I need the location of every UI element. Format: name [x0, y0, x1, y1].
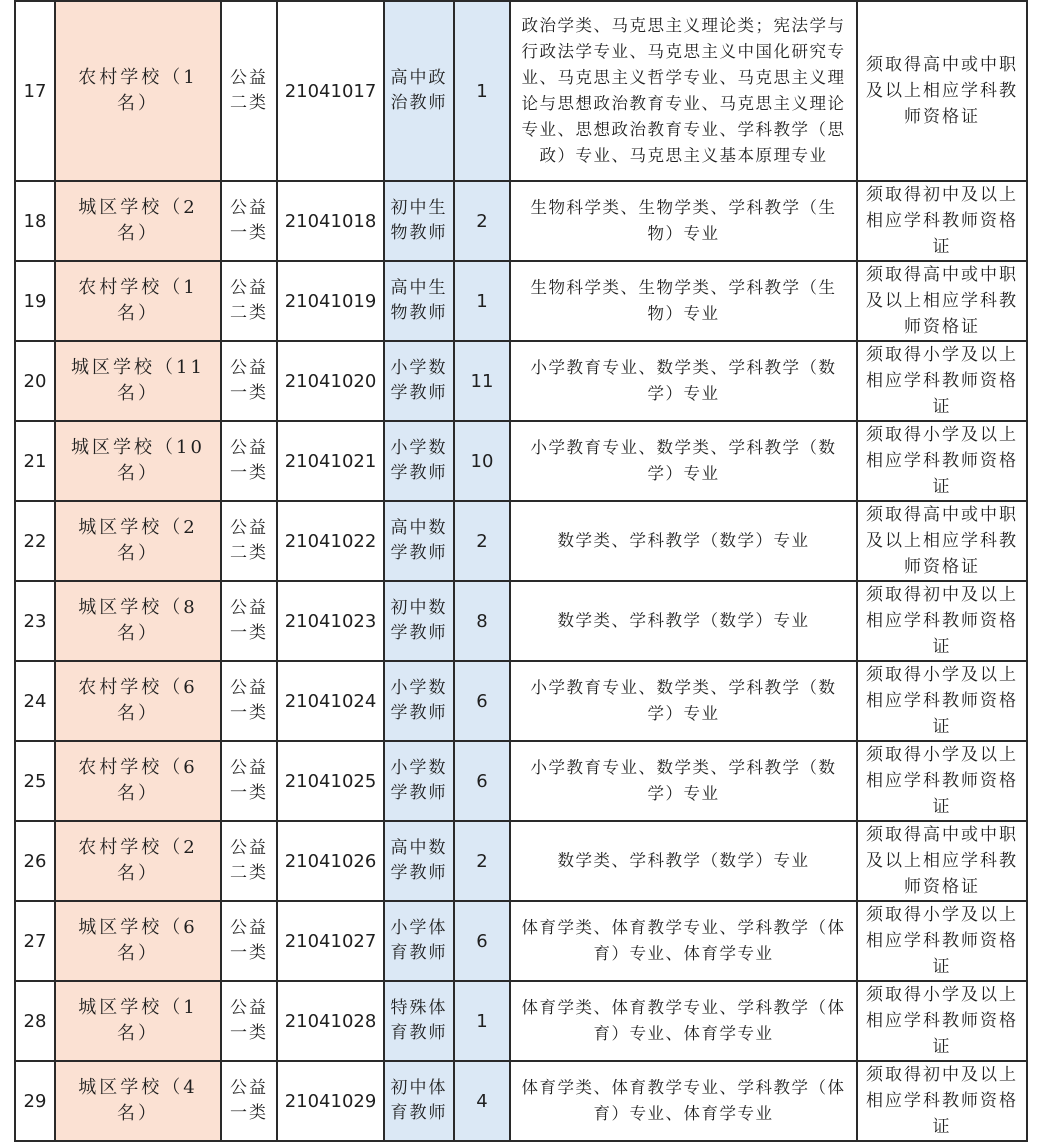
- position-code-cell: 21041018: [277, 181, 384, 261]
- certificate-requirement-cell: 须取得小学及以上相应学科教师资格证: [857, 981, 1027, 1061]
- unit-category-cell: 公益二类: [221, 261, 277, 341]
- row-number-cell: 21: [15, 421, 55, 501]
- position-name-cell: 小学数学教师: [384, 421, 454, 501]
- row-number-cell: 25: [15, 741, 55, 821]
- headcount-cell: 11: [454, 341, 510, 421]
- certificate-requirement-cell: 须取得小学及以上相应学科教师资格证: [857, 661, 1027, 741]
- row-number-cell: 22: [15, 501, 55, 581]
- position-code-cell: 21041029: [277, 1061, 384, 1141]
- headcount-cell: 1: [454, 981, 510, 1061]
- headcount-cell: 10: [454, 421, 510, 501]
- row-number-cell: 24: [15, 661, 55, 741]
- position-name-cell: 高中数学教师: [384, 501, 454, 581]
- position-code-cell: 21041017: [277, 1, 384, 181]
- unit-category-cell: 公益一类: [221, 981, 277, 1061]
- row-number-cell: 18: [15, 181, 55, 261]
- school-cell: 城区学校（4名）: [55, 1061, 221, 1141]
- recruitment-table: [14, 0, 1028, 1142]
- unit-category-cell: 公益一类: [221, 741, 277, 821]
- row-number-cell: 26: [15, 821, 55, 901]
- major-requirement-cell: 数学类、学科教学（数学）专业: [510, 581, 857, 661]
- position-code-cell: 21041019: [277, 261, 384, 341]
- major-requirement-cell: 生物科学类、生物学类、学科教学（生物）专业: [510, 261, 857, 341]
- certificate-requirement-cell: 须取得高中或中职及以上相应学科教师资格证: [857, 501, 1027, 581]
- position-name-cell: 初中体育教师: [384, 1061, 454, 1141]
- school-cell: 城区学校（11名）: [55, 341, 221, 421]
- unit-category-cell: 公益一类: [221, 901, 277, 981]
- headcount-cell: 4: [454, 1061, 510, 1141]
- major-requirement-cell: 小学教育专业、数学类、学科教学（数学）专业: [510, 341, 857, 421]
- row-number-cell: 20: [15, 341, 55, 421]
- position-name-cell: 小学数学教师: [384, 341, 454, 421]
- table-row: [15, 341, 1027, 421]
- table-row: [15, 1061, 1027, 1141]
- table-row: [15, 741, 1027, 821]
- position-name-cell: 高中数学教师: [384, 821, 454, 901]
- table-row: [15, 581, 1027, 661]
- row-number-cell: 29: [15, 1061, 55, 1141]
- headcount-cell: 2: [454, 501, 510, 581]
- major-requirement-cell: 体育学类、体育教学专业、学科教学（体育）专业、体育学专业: [510, 901, 857, 981]
- position-code-cell: 21041024: [277, 661, 384, 741]
- position-name-cell: 高中政治教师: [384, 1, 454, 181]
- position-name-cell: 初中数学教师: [384, 581, 454, 661]
- position-code-cell: 21041025: [277, 741, 384, 821]
- school-cell: 城区学校（2名）: [55, 181, 221, 261]
- unit-category-cell: 公益一类: [221, 661, 277, 741]
- row-number-cell: 19: [15, 261, 55, 341]
- position-code-cell: 21041027: [277, 901, 384, 981]
- position-name-cell: 小学数学教师: [384, 741, 454, 821]
- certificate-requirement-cell: 须取得高中或中职及以上相应学科教师资格证: [857, 1, 1027, 181]
- unit-category-cell: 公益二类: [221, 821, 277, 901]
- school-cell: 农村学校（2名）: [55, 821, 221, 901]
- table-row: [15, 661, 1027, 741]
- headcount-cell: 1: [454, 1, 510, 181]
- headcount-cell: 2: [454, 181, 510, 261]
- major-requirement-cell: 小学教育专业、数学类、学科教学（数学）专业: [510, 421, 857, 501]
- school-cell: 城区学校（6名）: [55, 901, 221, 981]
- position-name-cell: 高中生物教师: [384, 261, 454, 341]
- certificate-requirement-cell: 须取得初中及以上相应学科教师资格证: [857, 181, 1027, 261]
- table-row: [15, 981, 1027, 1061]
- row-number-cell: 28: [15, 981, 55, 1061]
- certificate-requirement-cell: 须取得小学及以上相应学科教师资格证: [857, 421, 1027, 501]
- position-code-cell: 21041028: [277, 981, 384, 1061]
- major-requirement-cell: 生物科学类、生物学类、学科教学（生物）专业: [510, 181, 857, 261]
- major-requirement-cell: 小学教育专业、数学类、学科教学（数学）专业: [510, 741, 857, 821]
- table-row: [15, 1, 1027, 181]
- position-code-cell: 21041023: [277, 581, 384, 661]
- position-name-cell: 小学数学教师: [384, 661, 454, 741]
- position-code-cell: 21041022: [277, 501, 384, 581]
- school-cell: 农村学校（1名）: [55, 1, 221, 181]
- table-row: [15, 181, 1027, 261]
- school-cell: 城区学校（1名）: [55, 981, 221, 1061]
- unit-category-cell: 公益二类: [221, 501, 277, 581]
- unit-category-cell: 公益一类: [221, 341, 277, 421]
- school-cell: 农村学校（1名）: [55, 261, 221, 341]
- position-name-cell: 初中生物教师: [384, 181, 454, 261]
- major-requirement-cell: 体育学类、体育教学专业、学科教学（体育）专业、体育学专业: [510, 1061, 857, 1141]
- certificate-requirement-cell: 须取得高中或中职及以上相应学科教师资格证: [857, 261, 1027, 341]
- headcount-cell: 1: [454, 261, 510, 341]
- headcount-cell: 6: [454, 901, 510, 981]
- unit-category-cell: 公益一类: [221, 181, 277, 261]
- row-number-cell: 17: [15, 1, 55, 181]
- school-cell: 城区学校（8名）: [55, 581, 221, 661]
- unit-category-cell: 公益一类: [221, 1061, 277, 1141]
- major-requirement-cell: 政治学类、马克思主义理论类；宪法学与行政法学专业、马克思主义中国化研究专业、马克思主义哲学专业、马克思主义理论与思想政治教育专业、马克思主义理论专业、思想政治教育专业、学科教学（思政）专业、马克思主义基本原理专业: [510, 1, 857, 181]
- major-requirement-cell: 体育学类、体育教学专业、学科教学（体育）专业、体育学专业: [510, 981, 857, 1061]
- table-body: [15, 1, 1027, 1141]
- position-code-cell: 21041026: [277, 821, 384, 901]
- headcount-cell: 2: [454, 821, 510, 901]
- certificate-requirement-cell: 须取得小学及以上相应学科教师资格证: [857, 341, 1027, 421]
- table-row: [15, 421, 1027, 501]
- position-name-cell: 小学体育教师: [384, 901, 454, 981]
- unit-category-cell: 公益一类: [221, 581, 277, 661]
- major-requirement-cell: 小学教育专业、数学类、学科教学（数学）专业: [510, 661, 857, 741]
- school-cell: 农村学校（6名）: [55, 741, 221, 821]
- position-name-cell: 特殊体育教师: [384, 981, 454, 1061]
- headcount-cell: 6: [454, 741, 510, 821]
- school-cell: 城区学校（2名）: [55, 501, 221, 581]
- headcount-cell: 8: [454, 581, 510, 661]
- position-code-cell: 21041020: [277, 341, 384, 421]
- certificate-requirement-cell: 须取得小学及以上相应学科教师资格证: [857, 901, 1027, 981]
- row-number-cell: 23: [15, 581, 55, 661]
- certificate-requirement-cell: 须取得高中或中职及以上相应学科教师资格证: [857, 821, 1027, 901]
- table-row: [15, 261, 1027, 341]
- headcount-cell: 6: [454, 661, 510, 741]
- school-cell: 城区学校（10名）: [55, 421, 221, 501]
- row-number-cell: 27: [15, 901, 55, 981]
- certificate-requirement-cell: 须取得小学及以上相应学科教师资格证: [857, 741, 1027, 821]
- table-row: [15, 501, 1027, 581]
- unit-category-cell: 公益二类: [221, 1, 277, 181]
- certificate-requirement-cell: 须取得初中及以上相应学科教师资格证: [857, 581, 1027, 661]
- school-cell: 农村学校（6名）: [55, 661, 221, 741]
- table-row: [15, 821, 1027, 901]
- unit-category-cell: 公益一类: [221, 421, 277, 501]
- major-requirement-cell: 数学类、学科教学（数学）专业: [510, 821, 857, 901]
- position-code-cell: 21041021: [277, 421, 384, 501]
- certificate-requirement-cell: 须取得初中及以上相应学科教师资格证: [857, 1061, 1027, 1141]
- table-row: [15, 901, 1027, 981]
- major-requirement-cell: 数学类、学科教学（数学）专业: [510, 501, 857, 581]
